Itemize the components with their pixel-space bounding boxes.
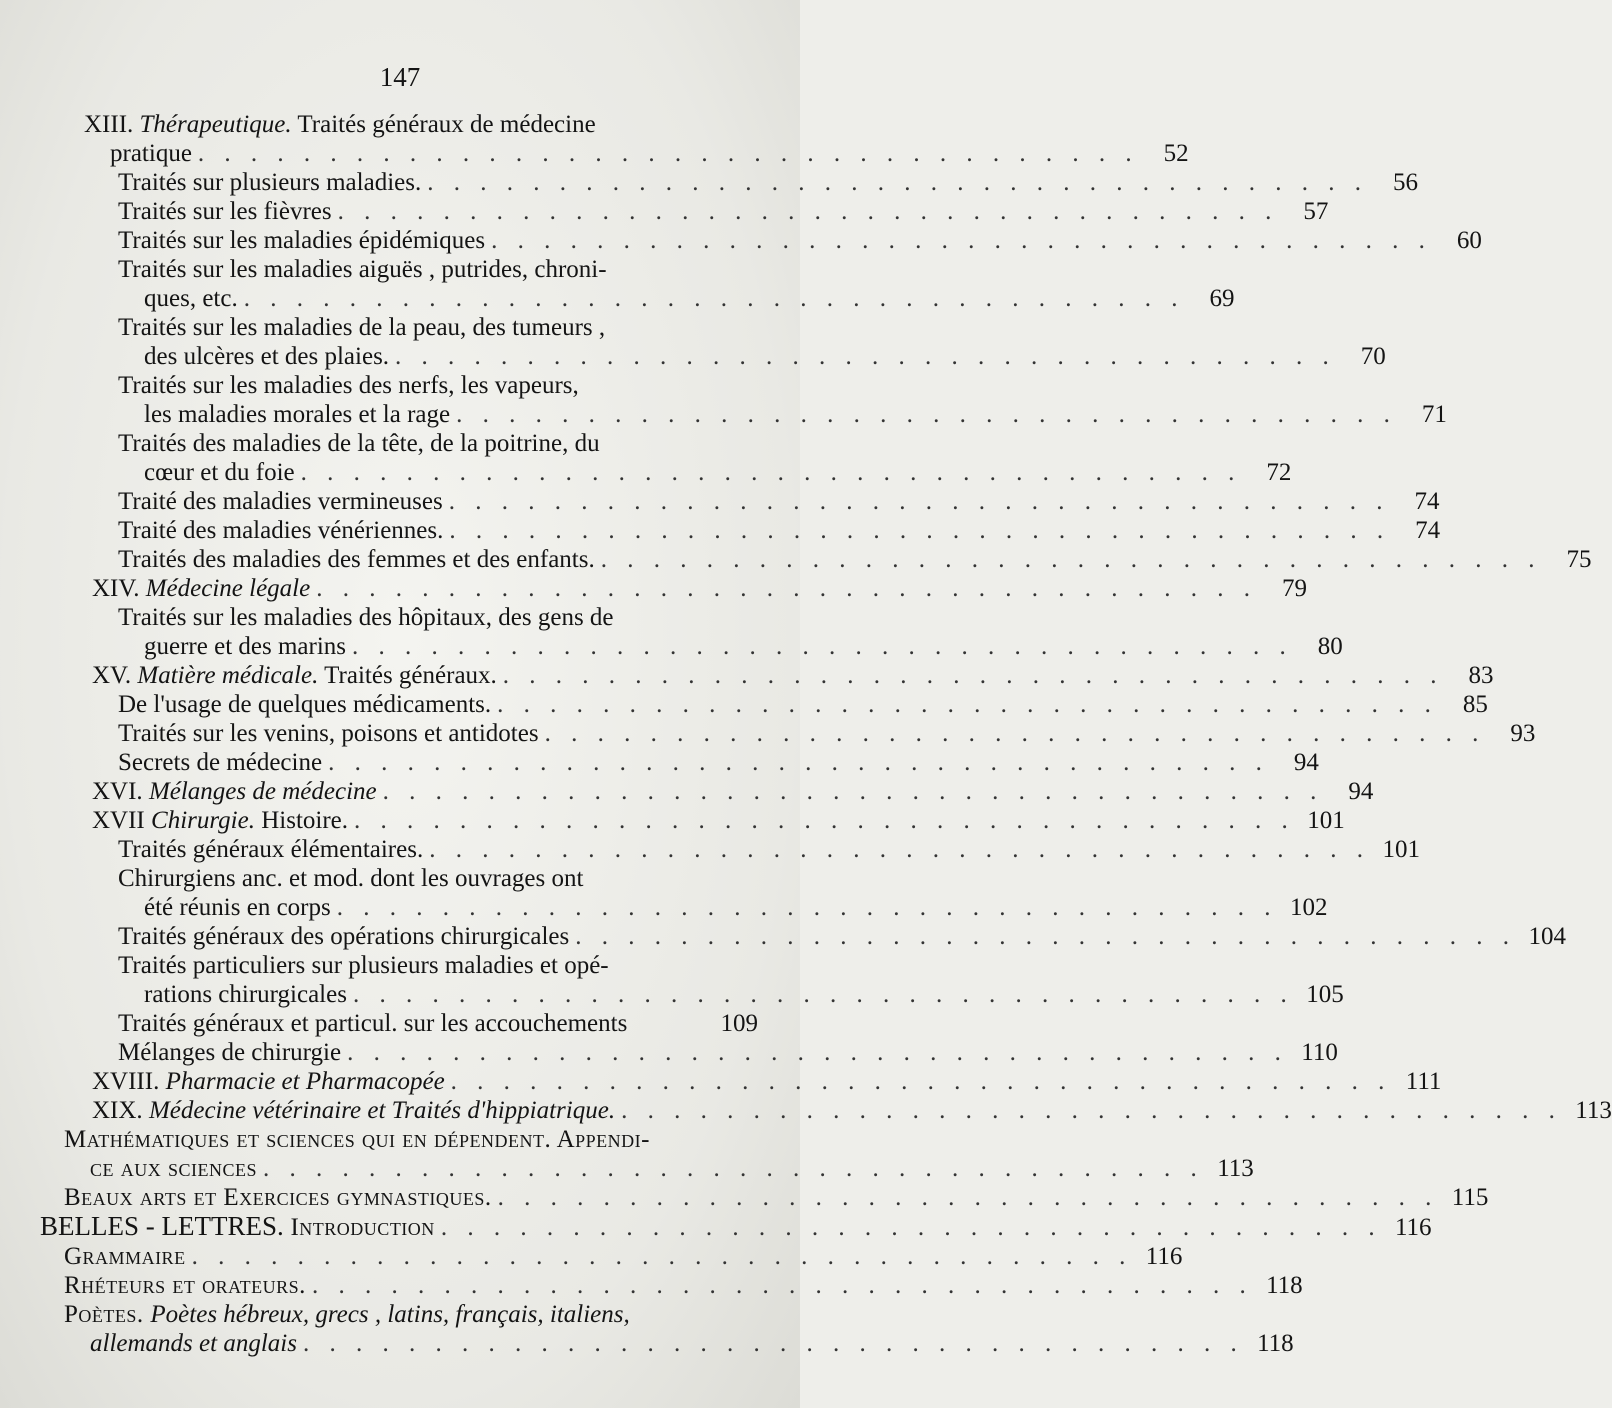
entry-text: les maladies morales et la rage [144,401,451,428]
entry-text: Matière médicale. [137,662,319,689]
dot-leader: . . . . . . . . . . . . . . . . . . . . . . . . . . . . . . . . . . . . [450,1068,1392,1095]
entry-page-number: 118 [1266,1272,1303,1299]
entry-page-number: 94 [1348,778,1374,805]
entry-text: Chirurgie. [151,807,255,834]
entry-text: Médecine vétérinaire et Traités d'hippiatrique. [148,1097,616,1124]
entry-page-number: 116 [1394,1214,1432,1241]
entry-page-number: 93 [1510,720,1536,747]
entry-text: des ulcères et des plaies. [144,343,390,370]
entry-title [110,139,192,168]
dot-leader: . . . . . . . . . . . . . . . . . . . . . . . . . . . . . . . . . . . . [449,517,1391,544]
dot-leader: . . . . . . . . . . . . . . . . . . . . . . . . . . . . . . . . . . . . [600,546,1542,573]
entry-text: Médecine légale [145,575,311,602]
dot-leader: . . . . . . . . . . . . . . . . . . . . . . . . . . . . . . . . . . . . [502,662,1444,689]
entry-title [90,1329,297,1358]
entry-page-number: 79 [1281,575,1307,602]
toc-entry [0,1271,1303,1300]
dot-leader: . . . . . . . . . . . . . . . . . . . . . . . . . . . . . . . . . . . . [197,140,1139,167]
dot-leader: . . . . . . . . . . . . . . . . . . . . . . . . . . . . . . . . . . . . [456,401,1397,428]
toc-entry [0,255,1235,313]
dot-leader: . . . . . . . . . . . . . . . . . . . . . . . . . . . . . . . . . . . . [311,1272,1253,1299]
entry-text: Mathématiques et sciences qui en dépendent. Appendi- [64,1126,650,1153]
toc-entry [0,313,1386,371]
entry-text: XIX. [92,1097,149,1124]
entry-text: De l'usage de quelques médicaments. [118,691,492,718]
entry-title [118,864,583,893]
toc-entry [0,1183,1489,1212]
entry-text: Traité des maladies vénériennes. [118,517,444,544]
entry-text: Traités sur les maladies des hôpitaux, des gens de [118,604,614,631]
entry-title [118,226,485,255]
toc-entry [0,951,1344,1009]
entry-title [92,574,310,603]
entry-text: Traités généraux. [318,662,497,689]
dot-leader: . . . . . . . . . . . . . . . . . . . . . . . . . . . . . . . . . . . . [429,836,1370,863]
dot-leader: . . . . . . . . . . . . . . . . . . . . . . . . . . . . . . . . . . . . [354,807,1295,834]
entry-text: rations chirurgicales [144,981,347,1008]
dot-leader: . . . . . . . . . . . . . . . . . . . . . . . . . . . . . . . . . . . . [395,343,1336,370]
entry-title [144,342,389,371]
toc-entry [0,661,1494,690]
entry-page-number: 56 [1392,169,1418,196]
dot-leader: . . . . . . . . . . . . . . . . . . . . . . . . . . . . . . . . . . . . [337,198,1279,225]
entry-title [64,1300,630,1329]
dot-leader: . . . . . . . . . . . . . . . . . . . . . . . . . . . . . . . . . . . . [491,227,1432,254]
toc-entry [0,690,1488,719]
entry-text: XIV. [92,575,146,602]
dot-leader: . . . . . . . . . . . . . . . . . . . . . . . . . . . . . . . . . . . . [328,749,1269,776]
entry-page-number: 101 [1307,807,1345,834]
entry-page-number: 104 [1528,923,1567,950]
dot-leader: . . . . . . . . . . . . . . . . . . . . . . . . . . . . . . . . . . . . [575,923,1517,950]
entry-title [118,429,600,458]
toc-entry [0,1211,1432,1242]
entry-title [64,1271,306,1300]
entry-text: Traités des maladies de la tête, de la poitrine, du [118,430,600,457]
entry-page-number: 109 [720,1010,758,1037]
entry-title [92,1096,615,1125]
entry-text: Rhéteurs et orateurs. [64,1272,306,1299]
toc-entry [0,922,1567,951]
entry-title [144,400,450,429]
entry-title [118,719,539,748]
entry-page-number: 71 [1421,401,1447,428]
entry-text: Beaux arts et Exercices gymnastiques. [64,1184,492,1211]
entry-title [144,893,331,922]
toc-entry [0,806,1345,835]
dot-leader: . . . . . . . . . . . . . . . . . . . . . . . . . . . . . . . . . . . . [448,488,1390,515]
toc-entry [0,835,1420,864]
entry-text: XVI. [92,778,149,805]
dot-leader: . . . . . . . . . . . . . . . . . . . . . . . . . . . . . . . . . . . . [497,691,1438,718]
dot-leader: . . . . . . . . . . . . . . . . . . . . . . . . . . . . . . . . . . . . [302,1330,1244,1357]
entry-title [118,487,443,516]
entry-title [118,313,605,342]
toc-entry [0,864,1328,922]
entry-text: Poètes hébreux, grecs , latins, français, italiens, [150,1301,630,1328]
entry-text: Thérapeutique. [139,111,292,138]
entry-text: allemands et anglais [90,1330,297,1357]
toc-entry [0,1038,1338,1067]
entry-page-number: 74 [1415,517,1441,544]
entry-text: Traités sur les maladies épidémiques [118,227,486,254]
entry-page-number: 101 [1382,836,1420,863]
dot-leader: . . . . . . . . . . . . . . . . . . . . . . . . . . . . . . . . . . . . [382,778,1324,805]
entry-title [64,1183,492,1212]
toc-entry [0,545,1592,574]
entry-text: Traités des maladies des femmes et des enfants. [118,546,595,573]
entry-text: ques, etc. [144,285,238,312]
entry-page-number: 105 [1306,981,1344,1008]
entry-text: Traités généraux élémentaires. [118,836,424,863]
entry-text: Traités sur les maladies des nerfs, les vapeurs, [118,372,579,399]
entry-text: Secrets de médecine [118,749,323,776]
toc-entry [0,1242,1183,1271]
entry-title [118,835,423,864]
entry-title [40,1212,435,1242]
entry-text: Traités généraux des opérations chirurgicales [118,923,570,950]
toc-entry [0,574,1307,603]
entry-page-number: 83 [1468,662,1494,689]
entry-text: Traités généraux de médecine [291,111,596,138]
entry-page-number: 113 [1575,1097,1612,1124]
entry-text: cœur et du foie [144,459,295,486]
entry-title [118,951,609,980]
dot-leader: . . . . . . . . . . . . . . . . . . . . . . . . . . . . . . . . . . . . [300,459,1242,486]
entry-text: Grammaire [64,1243,186,1270]
entry-text: Mélanges de médecine [148,778,377,805]
entry-page-number: 69 [1209,285,1235,312]
dot-leader: . . . . . . . . . . . . . . . . . . . . . . . . . . . . . . . . . . . . [243,285,1185,312]
entry-title [144,632,346,661]
entry-title [118,1009,627,1038]
entry-text: Histoire. [254,807,349,834]
entry-text: XV. [92,662,138,689]
entry-page-number: 115 [1451,1184,1489,1211]
entry-title [92,806,348,835]
dot-leader: . . . . . . . . . . . . . . . . . . . . . . . . . . . . . . . . . . . . [316,575,1257,602]
entry-text: Mélanges de chirurgie [118,1039,342,1066]
toc-entry [0,110,1189,168]
toc-entry [0,429,1292,487]
entry-title [84,110,596,139]
entry-page-number: 85 [1462,691,1488,718]
toc-entry [0,487,1440,516]
entry-text: Poètes. [64,1301,151,1328]
table-of-contents [0,110,1612,1358]
entry-text: Traités particuliers sur plusieurs maladies et opé- [118,952,609,979]
entry-text: XIII. [84,111,140,138]
toc-entry [0,516,1441,545]
entry-text: guerre et des marins [144,633,347,660]
entry-page-number: 113 [1217,1155,1254,1182]
entry-title [64,1242,186,1271]
entry-page-number: 60 [1456,227,1482,254]
toc-entry [0,226,1482,255]
dot-leader: . . . . . . . . . . . . . . . . . . . . . . . . . . . . . . . . . . . . [427,169,1368,196]
entry-title [118,516,443,545]
entry-page-number: 57 [1303,198,1329,225]
dot-leader: . . . . . . . . . . . . . . . . . . . . . . . . . . . . . . . . . . . . [352,633,1293,660]
toc-entry [0,603,1343,661]
entry-page-number: 102 [1289,894,1328,921]
entry-title [92,1067,445,1096]
page-number: 147 [379,62,421,92]
entry-text: Traités sur les maladies de la peau, des tumeurs , [118,314,606,341]
entry-title [118,603,614,632]
toc-entry [0,719,1536,748]
entry-text: Traité des maladies vermineuses [118,488,443,515]
toc-entry [0,1300,1294,1358]
entry-title [144,284,238,313]
entry-page-number: 118 [1257,1330,1294,1357]
entry-page-number: 75 [1566,546,1592,573]
entry-text: Traités sur les maladies aiguës , putrides, chroni- [118,256,607,283]
entry-title [118,197,332,226]
entry-page-number: 74 [1414,488,1440,515]
entry-title [92,661,497,690]
toc-entry [0,168,1418,197]
dot-leader: . . . . . . . . . . . . . . . . . . . . . . . . . . . . . . . . . . . . [544,720,1486,747]
toc-entry [0,777,1374,806]
entry-title [64,1125,650,1154]
entry-text: pratique [110,140,192,167]
entry-text: Traités sur les venins, poisons et antidotes [118,720,539,747]
entry-title [144,458,295,487]
toc-entry [0,1125,1254,1183]
entry-page-number: 52 [1163,140,1189,167]
entry-title [118,922,569,951]
dot-leader: . . . . . . . . . . . . . . . . . . . . . . . . . . . . . . . . . . . . [497,1184,1439,1211]
entry-title [118,168,421,197]
entry-title [90,1154,257,1183]
dot-leader: . . . . . . . . . . . . . . . . . . . . . . . . . . . . . . . . . . . . [352,981,1294,1008]
entry-title [118,255,607,284]
entry-title [118,748,322,777]
entry-page-number: 70 [1360,343,1386,370]
entry-page-number: 72 [1266,459,1292,486]
entry-text: BELLES - LETTRES. [40,1211,291,1241]
dot-leader: . . . . . . . . . . . . . . . . . . . . . . . . . . . . . . . . . . . . [191,1243,1133,1270]
entry-title [118,545,595,574]
entry-text: Introduction [290,1214,435,1241]
dot-leader: . . . . . . . . . . . . . . . . . . . . . . . . . . . . . . . . . . . . [347,1039,1288,1066]
entry-text: Traités généraux et particul. sur les accouchements [118,1010,628,1037]
toc-entry [0,1067,1442,1096]
entry-text: Pharmacie et Pharmacopée [165,1068,445,1095]
entry-page-number: 110 [1301,1039,1338,1066]
toc-entry [0,748,1319,777]
toc-entry [0,197,1329,226]
entry-title [144,980,347,1009]
dot-leader: . . . . . . . . . . . . . . . . . . . . . . . . . . . . . . . . . . . . [336,894,1278,921]
entry-text: Traités sur les fièvres [118,198,332,225]
entry-title [118,1038,341,1067]
dot-leader: . . . . . . . . . . . . . . . . . . . . . . . . . . . . . . . . . . . . [263,1155,1204,1182]
entry-text: Chirurgiens anc. et mod. dont les ouvrages ont [118,865,584,892]
entry-text: XVIII. [92,1068,166,1095]
entry-title [92,777,377,806]
entry-text: été réunis en corps [144,894,331,921]
entry-title [118,371,579,400]
entry-text: Traités sur plusieurs maladies. [118,169,422,196]
entry-page-number: 94 [1293,749,1319,776]
toc-entry [0,1009,800,1038]
dot-leader: . . . . . . . . . . . . . . . . . . . . . . . . . . . . . . . . . . . . [621,1097,1562,1124]
toc-entry [0,1096,1612,1125]
entry-text: ce aux sciences [90,1155,258,1182]
entry-page-number: 80 [1317,633,1343,660]
entry-page-number: 116 [1145,1243,1183,1270]
toc-entry [0,371,1447,429]
entry-title [118,690,491,719]
entry-text: XVII [92,807,152,834]
dot-leader: . . . . . . . . . . . . . . . . . . . . . . . . . . . . . . . . . . . . [440,1214,1382,1241]
entry-page-number: 111 [1405,1068,1442,1095]
